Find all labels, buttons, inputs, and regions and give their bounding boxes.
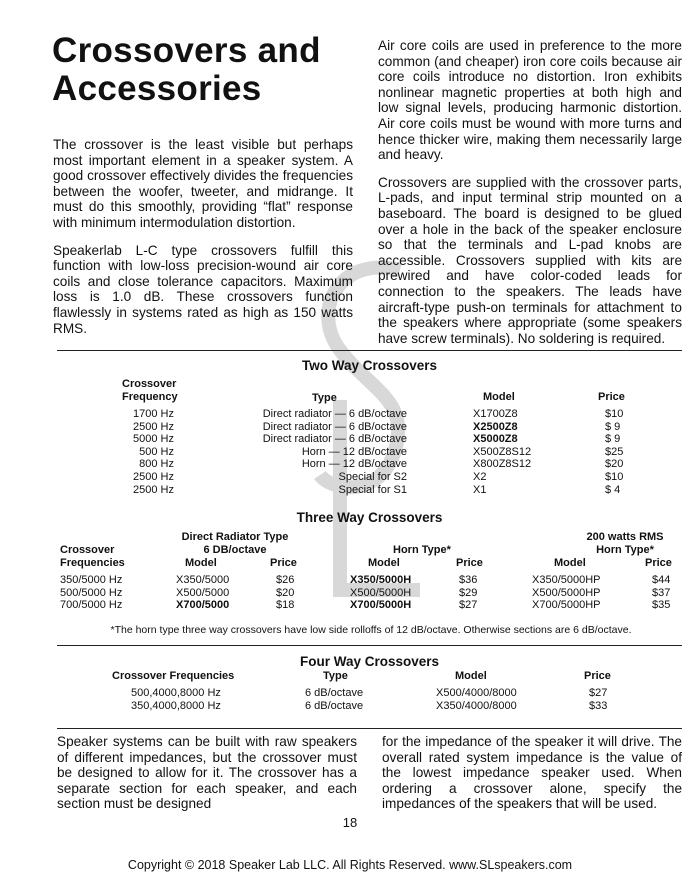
lc-crossover-paragraph: Speakerlab L-C type crossovers fulfill this function with low-loss precision-wound air core coils and close tolerance capacitors. Maximum loss is 1.0 dB. These crossovers function flawlessly in systems rated as high as 150 watts RMS.: [53, 242, 353, 336]
four-way-price-cell: $33: [589, 699, 608, 712]
two-way-type-cell: Horn — 12 dB/octave: [301, 445, 407, 458]
rms-label: 200 watts RMS: [586, 531, 664, 543]
three-way-price-header-1: Price: [270, 557, 297, 569]
two-way-price-cell: $ 4: [605, 483, 621, 496]
three-way-200w-price-cell: $35: [652, 599, 671, 612]
two-way-frequency-cell: 2500 Hz: [133, 471, 174, 483]
three-way-direct-model-cell: X700/5000: [176, 599, 230, 612]
four-way-frequency-cell: 350,4000,8000 Hz: [131, 699, 221, 712]
two-way-type-cell: Special for S2: [338, 471, 407, 483]
four-way-type-cell: 6 dB/octave: [305, 699, 364, 712]
four-way-type-header: Type: [323, 670, 348, 682]
three-way-direct-radiator-header: [160, 531, 310, 557]
three-way-direct-model-cell: X500/5000: [176, 586, 230, 599]
rms-horn-type-label: Horn Type*: [596, 544, 654, 556]
two-way-model-header: Model: [483, 391, 515, 403]
three-way-200w-price-cell: $44: [652, 574, 671, 586]
two-way-model-cell: X5000Z8: [473, 433, 518, 446]
three-way-200w-model-cell: X700/5000HP: [532, 599, 601, 612]
three-way-200w-model-cell: X350/5000HP: [532, 574, 601, 586]
two-way-frequency-cell: 800 Hz: [139, 458, 174, 471]
two-way-price-cell: $25: [605, 445, 624, 458]
two-way-freq-header-line2: Frequency: [122, 391, 178, 403]
two-way-model-cell: X2: [473, 471, 487, 483]
three-way-horn-model-cell: X700/5000H: [350, 599, 412, 612]
two-way-type-cell: Direct radiator — 6 dB/octave: [262, 420, 407, 433]
three-way-horn-price-cell: $27: [459, 599, 478, 612]
two-way-type-cell: Horn — 12 dB/octave: [301, 458, 407, 471]
three-way-frequency-cell: 350/5000 Hz: [60, 574, 123, 586]
two-way-model-cell: X2500Z8: [473, 420, 518, 433]
four-way-model-cell: X500/4000/8000: [436, 687, 517, 699]
three-way-footnote: *The horn type three way crossovers have low side rolloffs of 12 dB/octave. Otherwise sections are 6 dB/octave.: [110, 624, 632, 636]
three-way-frequency-cell: 700/5000 Hz: [60, 599, 123, 612]
two-way-frequency-cell: 1700 Hz: [133, 408, 174, 420]
divider-middle: [57, 645, 682, 646]
three-way-frequency-header: [60, 544, 125, 570]
four-way-title: Four Way Crossovers: [299, 654, 440, 669]
bottom-left-paragraph: Speaker systems can be built with raw speakers of different impedances, but the crossover must be designed to allow for it. The crossover has a separate section for each speaker, and each section must be designed: [57, 734, 357, 812]
three-way-title: Three Way Crossovers: [296, 510, 443, 525]
three-way-freq-header-line2: Frequencies: [60, 557, 125, 569]
four-way-frequency-cell: 500,4000,8000 Hz: [131, 687, 221, 699]
right-text-column: [378, 38, 682, 346]
three-way-direct-price-cell: $20: [276, 586, 295, 599]
two-way-price-cell: $10: [605, 471, 624, 483]
two-way-model-cell: X500Z8S12: [473, 445, 532, 458]
bottom-right-paragraph: for the impedance of the speaker it will drive. The overall rated system impedance is the value of the lowest impedance speaker used. When ordering a crossover alone, specify the impedances of the speakers that will be used.: [382, 734, 682, 812]
four-way-model-header: Model: [455, 670, 487, 682]
three-way-model-header-3: Model: [554, 557, 586, 569]
divider-bottom: [57, 728, 682, 729]
two-way-type-cell: Direct radiator — 6 dB/octave: [262, 433, 407, 446]
divider-top: [57, 350, 682, 351]
four-way-type-cell: 6 dB/octave: [305, 687, 364, 699]
intro-paragraph: The crossover is the least visible but perhaps most important element in a speaker system. A good crossover effectively divides the frequencies between the woofer, tweeter, and midrange. It must do this smoothly, providing “flat” response with minimum intermodulation distortion.: [53, 137, 353, 230]
title-line-2: Accessories: [52, 69, 262, 108]
supply-paragraph: Crossovers are supplied with the crossover parts, L-pads, and input terminal strip mounted on a baseboard. The board is designed to be glued over a hole in the back of the speaker enclosure so that the terminals and L-pad knobs are accessible. Crossovers supplied with kits are prewired and have color-coded leads for connection to the speakers. The leads have aircraft-type push-on terminals for attachment to the speakers where appropriate (some speakers have screw terminals). No soldering is required.: [378, 174, 682, 346]
two-way-frequency-cell: 500 Hz: [139, 445, 174, 458]
two-way-freq-header-line1: Crossover: [122, 378, 177, 390]
three-way-200w-header: [560, 531, 690, 557]
page-title: [52, 32, 321, 108]
three-way-200w-price-cell: $37: [652, 586, 671, 599]
two-way-price-cell: $20: [605, 458, 624, 471]
two-way-frequency-cell: 2500 Hz: [133, 420, 174, 433]
copyright-footer: Copyright © 2018 Speaker Lab LLC. All Rights Reserved. www.SLspeakers.com: [127, 858, 573, 872]
title-line-1: Crossovers and: [52, 31, 321, 70]
three-way-direct-model-cell: X350/5000: [176, 574, 230, 586]
three-way-horn-price-cell: $29: [459, 586, 478, 599]
two-way-type-cell: Direct radiator — 6 dB/octave: [262, 408, 407, 420]
three-way-model-header-2: Model: [368, 557, 400, 569]
two-way-price-cell: $ 9: [605, 420, 621, 433]
two-way-type-header: Type: [312, 392, 337, 404]
two-way-model-cell: X800Z8S12: [473, 458, 532, 471]
two-way-frequency-cell: 5000 Hz: [133, 433, 174, 446]
three-way-direct-price-cell: $26: [276, 574, 295, 586]
two-way-model-cell: X1: [473, 483, 487, 496]
two-way-price-cell: $10: [605, 408, 624, 420]
four-way-price-cell: $27: [589, 687, 608, 699]
three-way-frequency-cell: 500/5000 Hz: [60, 586, 123, 599]
air-core-paragraph: Air core coils are used in preference to the more common (and cheaper) iron core coils because air core coils introduce no distortion. Iron exhibits nonlinear magnetic properties at both high and low signal levels, producing harmonic distortion. Air core coils must be wound with more turns and hence thicker wire, making them necessarily large and heavy.: [378, 38, 682, 163]
three-way-freq-header-line1: Crossover: [60, 544, 115, 556]
three-way-horn-header: Horn Type*: [393, 544, 451, 556]
three-way-price-header-2: Price: [456, 557, 483, 569]
three-way-model-header-1: Model: [185, 557, 217, 569]
page-number: 18: [342, 815, 358, 830]
two-way-price-cell: $ 9: [605, 433, 621, 446]
three-way-direct-price-cell: $18: [276, 599, 295, 612]
three-way-horn-price-cell: $36: [459, 574, 478, 586]
four-way-price-header: Price: [584, 670, 611, 682]
two-way-model-cell: X1700Z8: [473, 408, 518, 420]
four-way-frequency-header: Crossover Frequencies: [112, 670, 235, 682]
three-way-horn-model-cell: X350/5000H: [350, 574, 412, 586]
four-way-model-cell: X350/4000/8000: [436, 699, 517, 712]
three-way-horn-model-cell: X500/5000H: [350, 586, 412, 599]
three-way-200w-model-cell: X500/5000HP: [532, 586, 601, 599]
direct-radiator-slope-label: 6 DB/octave: [203, 544, 267, 556]
two-way-frequency-cell: 2500 Hz: [133, 483, 174, 496]
two-way-price-header: Price: [598, 391, 625, 403]
left-text-column: [53, 137, 353, 348]
two-way-type-cell: Special for S1: [338, 483, 407, 496]
two-way-title: Two Way Crossovers: [301, 358, 438, 373]
three-way-price-header-3: Price: [645, 557, 672, 569]
two-way-frequency-header: [122, 378, 178, 404]
direct-radiator-type-label: Direct Radiator Type: [181, 531, 289, 543]
